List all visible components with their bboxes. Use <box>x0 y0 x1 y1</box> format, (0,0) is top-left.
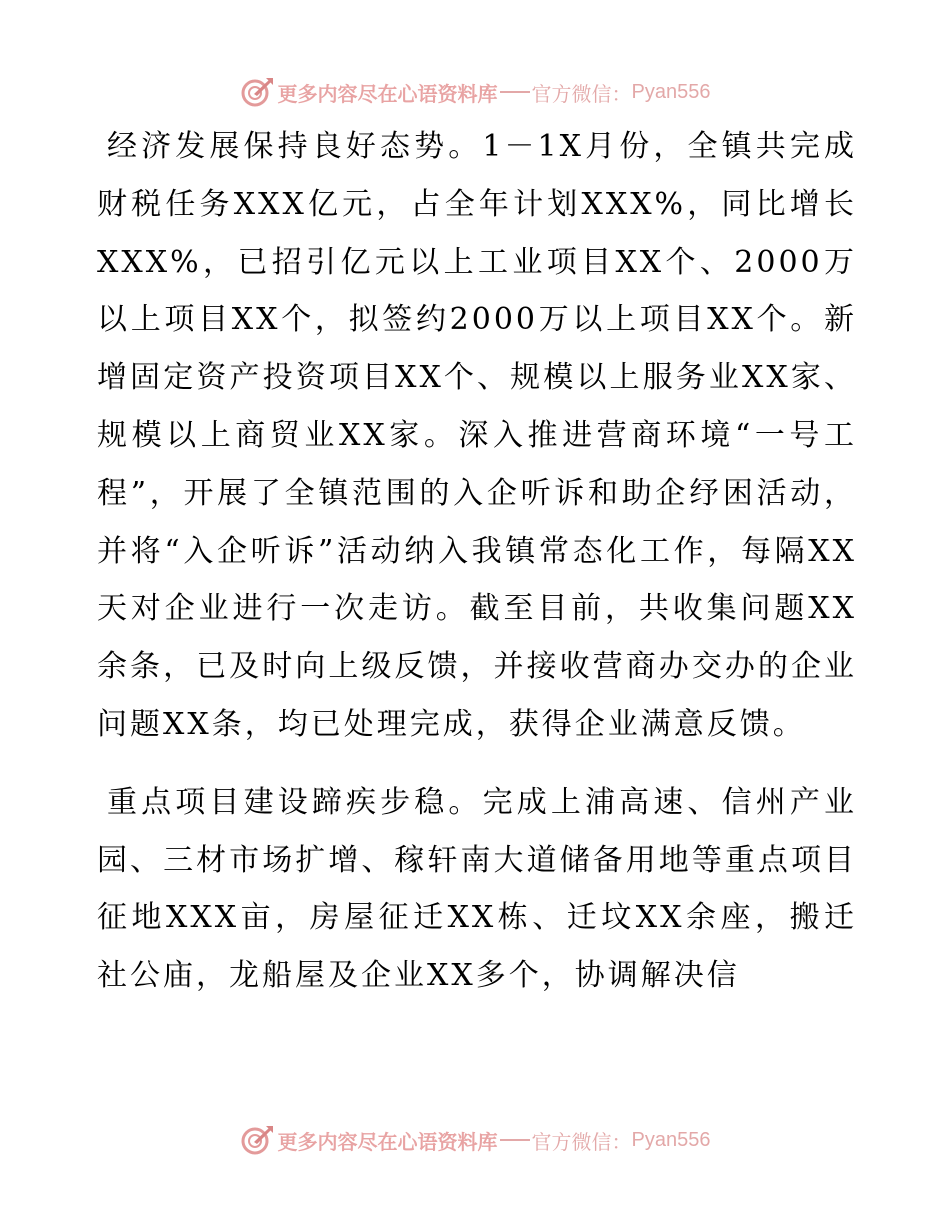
header-watermark <box>0 72 950 112</box>
paragraph-economy: 经济发展保持良好态势。1－1X月份，全镇共完成财税任务XXX亿元，占全年计划XXX%，同比增长XXX%，已招引亿元以上工业项目XX个、2000万以上项目XX个，拟签约2000万以上项目XX个。新增固定资产投资项目XX个、规模以上服务业XX家、规模以上商贸业XX家。深入推进营商环境“一号工程”，开展了全镇范围的入企听诉和助企纾困活动，并将“入企听诉”活动纳入我镇常态化工作，每隔XX天对企业进行一次走访。截至目前，共收集问题XX余条，已及时向上级反馈，并接收营商办交办的企业问题XX条，均已处理完成，获得企业满意反馈。 <box>97 129 857 742</box>
watermark-sub-text: 官方微信： <box>531 1129 632 1154</box>
footer-watermark <box>0 1120 950 1160</box>
document-body <box>97 118 857 1005</box>
watermark-main-text: 更多内容尽在心语资料库 <box>277 81 498 106</box>
brand-logo-icon <box>240 1123 274 1157</box>
watermark-id-text: Pyan556 <box>631 80 711 103</box>
watermark-sub-text: 官方微信： <box>531 81 632 106</box>
watermark-main-text: 更多内容尽在心语资料库 <box>277 1129 498 1154</box>
brand-logo-icon <box>240 75 274 109</box>
paragraph-key-projects: 重点项目建设蹄疾步稳。完成上浦高速、信州产业园、三材市场扩增、稼轩南大道储备用地等重点项目征地XXX亩，房屋征迁XX栋、迁坟XX余座，搬迁社公庙，龙船屋及企业XX多个，协调解决信 <box>97 784 857 994</box>
watermark-id-text: Pyan556 <box>631 1128 711 1151</box>
watermark-dash <box>500 1139 530 1141</box>
watermark-dash <box>500 91 530 93</box>
